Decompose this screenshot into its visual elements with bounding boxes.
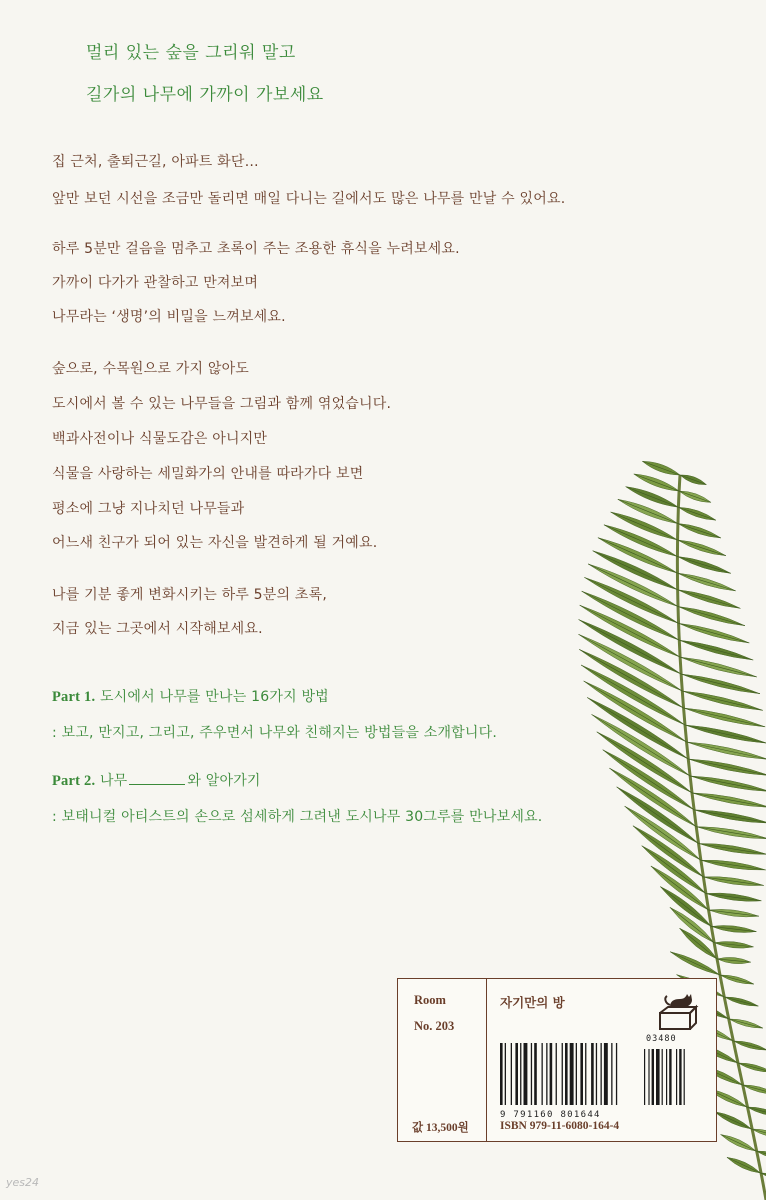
isbn-barcode: [500, 1043, 698, 1109]
part-1-title: 도시에서 나무를 만나는 16가지 방법: [99, 689, 329, 705]
blurb-line: 나를 기분 좋게 변화시키는 하루 5분의 초록,: [52, 587, 327, 603]
price-label: 값 13,500원: [412, 1122, 469, 1134]
isbn-digits: 9 791160 801644: [500, 1110, 601, 1120]
part-2-title-before: 나무: [99, 773, 128, 789]
headline-line-2: 길가의 나무에 가까이 가보세요: [86, 85, 324, 105]
blurb-line: 평소에 그냥 지나치던 나무들과: [52, 501, 245, 517]
part-1-label: Part 1.: [52, 689, 96, 705]
blurb-line: 가까이 다가가 관찰하고 만져보며: [52, 275, 259, 291]
blurb-line: 앞만 보던 시선을 조금만 돌리면 매일 다니는 길에서도 많은 나무를 만날 수 있어요.: [52, 191, 566, 207]
blurb-line: 하루 5분만 걸음을 멈추고 초록이 주는 조용한 휴식을 누려보세요.: [52, 241, 460, 257]
blurb-line: 백과사전이나 식물도감은 아니지만: [52, 431, 268, 447]
part-1-heading: [52, 686, 329, 706]
room-number: No. 203: [414, 1019, 455, 1033]
headline-line-1: 멀리 있는 숲을 그리워 말고: [86, 43, 296, 63]
part-2-heading: [52, 770, 261, 790]
part-2-title-after: 와 알아가기: [187, 773, 261, 789]
part-2-description: : 보태니컬 아티스트의 손으로 섬세하게 그려낸 도시나무 30그루를 만나보세요.: [52, 809, 543, 825]
blurb-line: 도시에서 볼 수 있는 나무들을 그림과 함께 엮었습니다.: [52, 396, 392, 412]
cat-in-box-icon: [656, 993, 700, 1033]
blurb-line: 식물을 사랑하는 세밀화가의 안내를 따라가다 보면: [52, 466, 364, 482]
fill-in-blank: [129, 772, 185, 785]
room-label: Room: [414, 993, 446, 1007]
box-divider: [486, 979, 487, 1141]
blurb-line: 집 근처, 출퇴근길, 아파트 화단…: [52, 154, 259, 170]
blurb-line: 어느새 친구가 되어 있는 자신을 발견하게 될 거예요.: [52, 535, 378, 551]
blurb-line: 나무라는 ‘생명’의 비밀을 느껴보세요.: [52, 309, 286, 325]
addon-code: 03480: [646, 1034, 677, 1044]
blurb-line: 지금 있는 그곳에서 시작해보세요.: [52, 621, 263, 637]
isbn-label: ISBN 979-11-6080-164-4: [500, 1120, 620, 1132]
blurb-line: 숲으로, 수목원으로 가지 않아도: [52, 361, 250, 377]
part-2-label: Part 2.: [52, 773, 96, 789]
watermark: yes24: [6, 1176, 40, 1189]
series-title: 자기만의 방: [500, 995, 565, 1010]
series-info-box: [397, 978, 717, 1142]
part-1-description: : 보고, 만지고, 그리고, 주우면서 나무와 친해지는 방법들을 소개합니다.: [52, 725, 497, 741]
